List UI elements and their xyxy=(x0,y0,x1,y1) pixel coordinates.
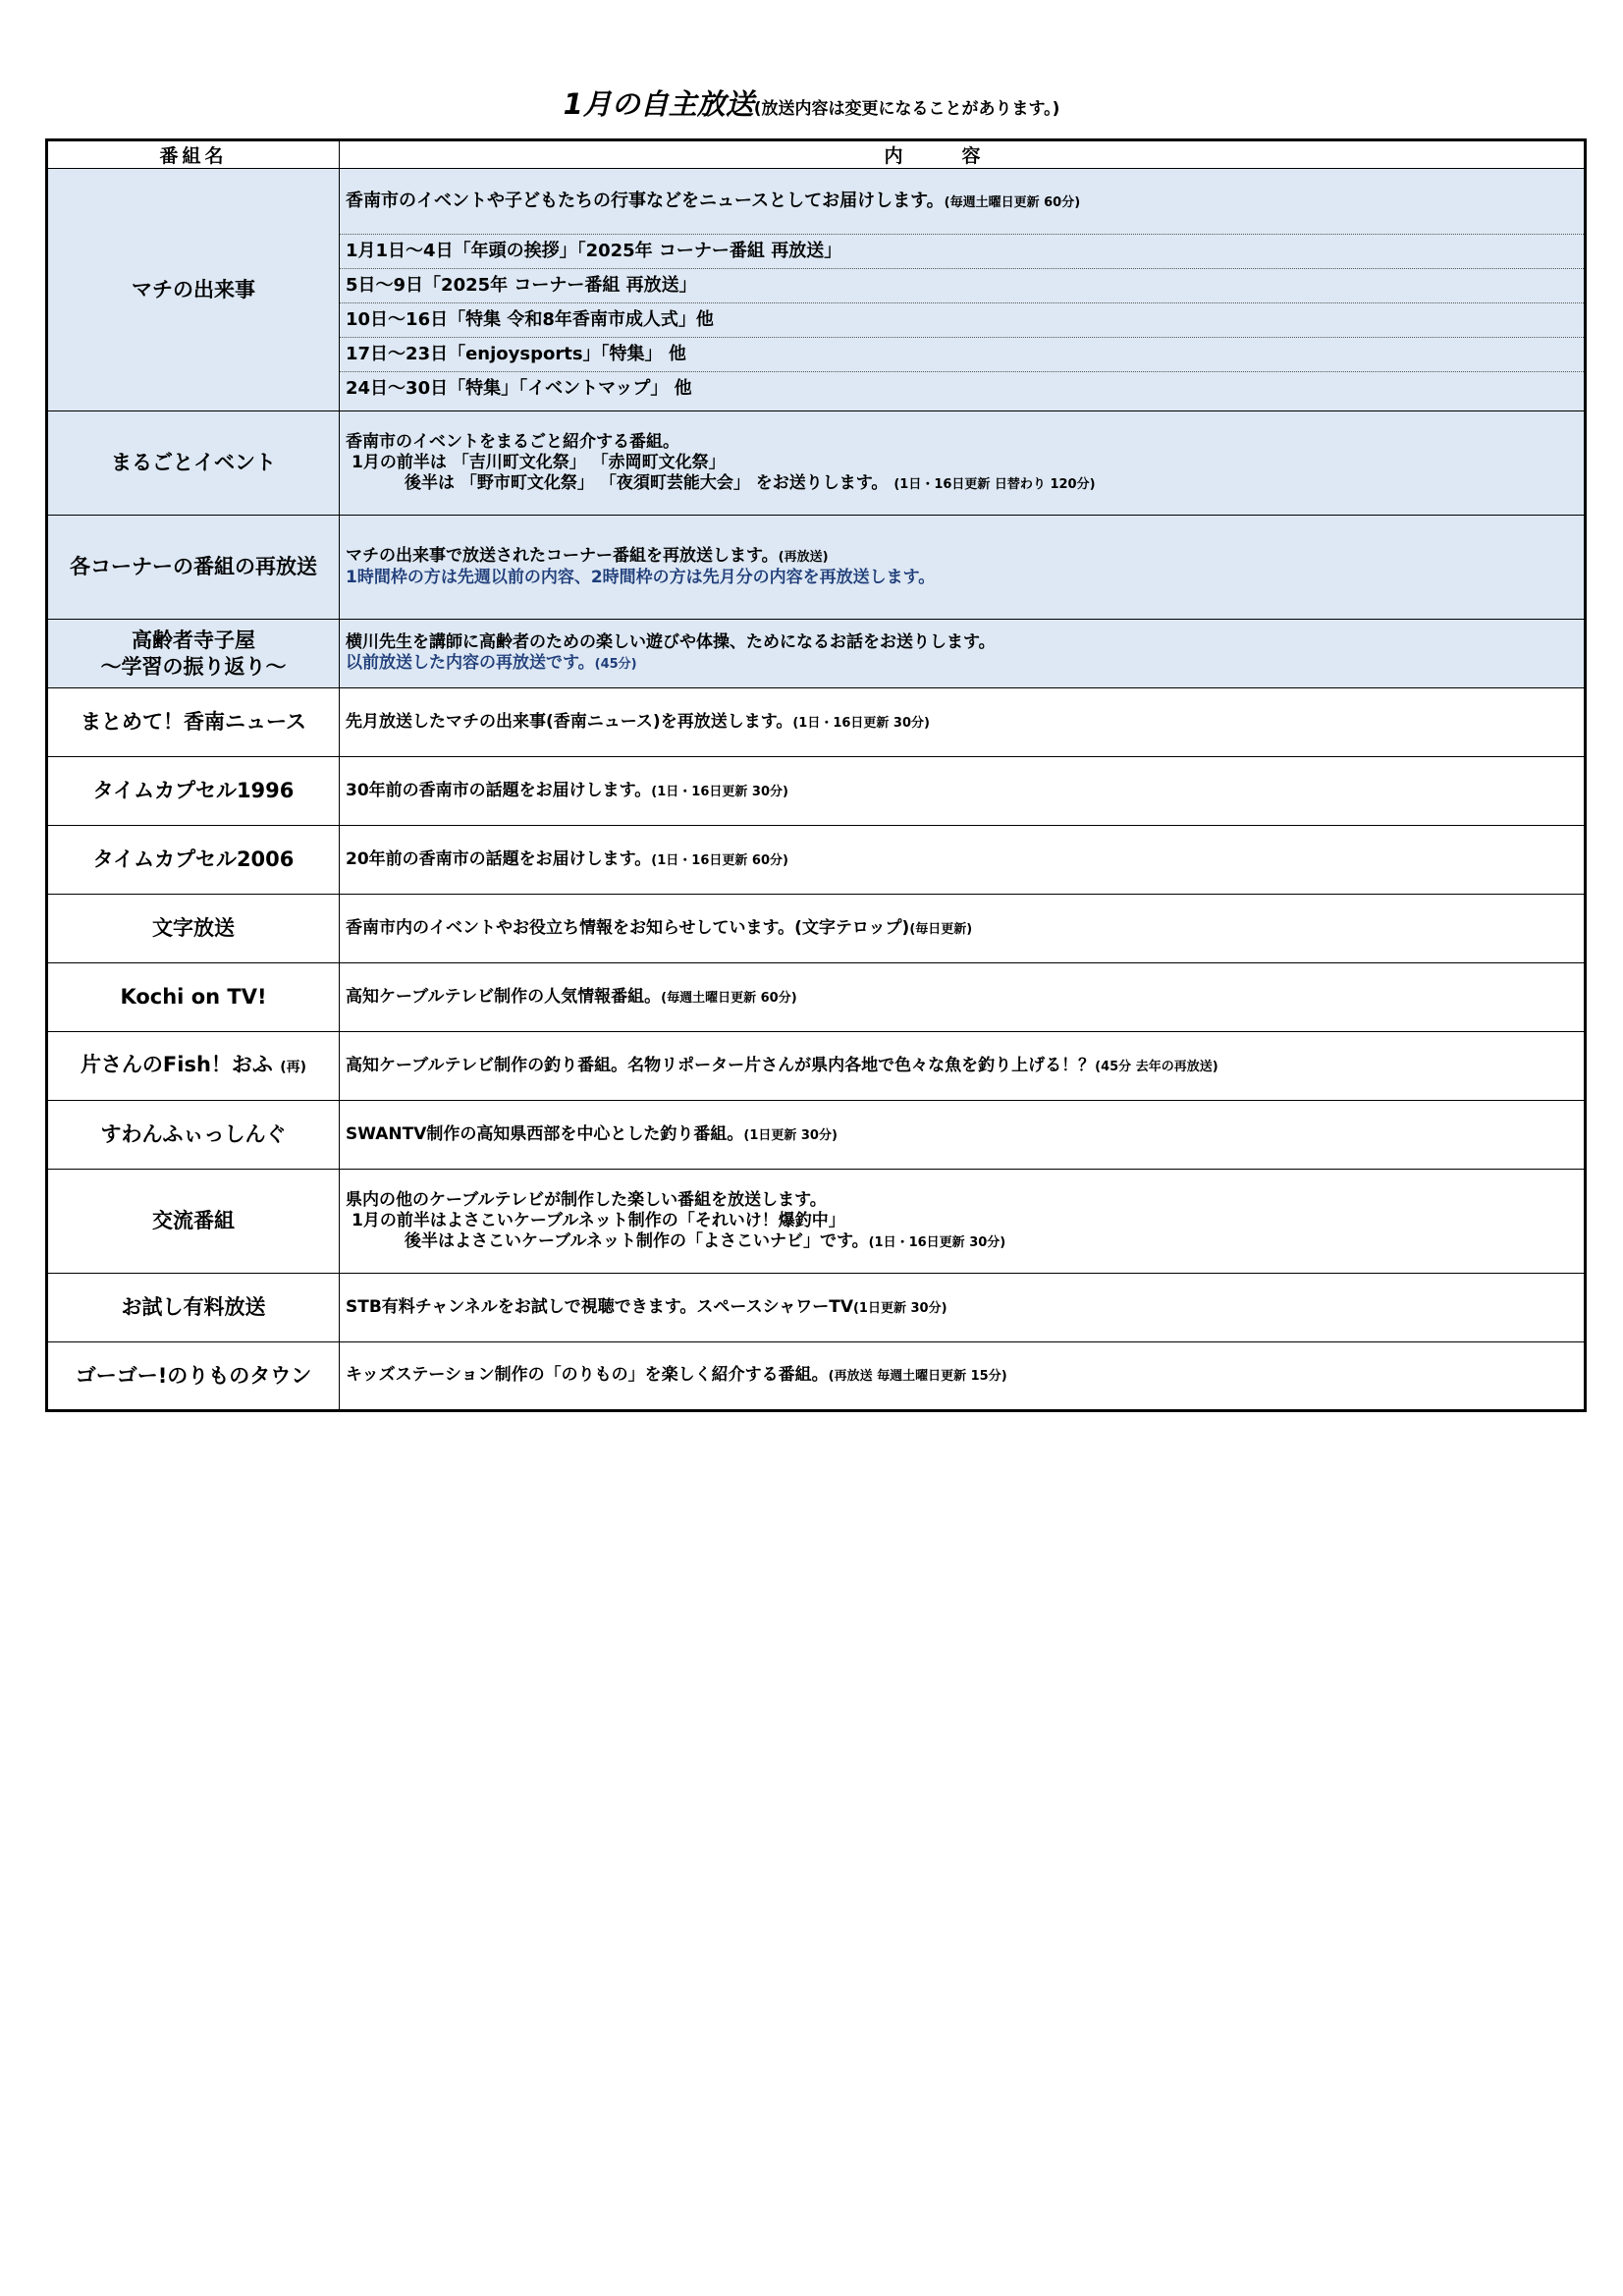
table-row xyxy=(47,963,1586,1032)
table-row xyxy=(47,1101,1586,1170)
program-name: タイムカプセル2006 xyxy=(47,826,340,895)
table-header-row xyxy=(47,140,1586,169)
header-content: 内容 xyxy=(340,140,1586,169)
program-name: ゴーゴー!のりものタウン xyxy=(47,1342,340,1411)
line-sub: (1日更新 30分) xyxy=(852,1300,947,1316)
content-line: 24日～30日「特集」「イベントマップ」 他 xyxy=(346,378,692,399)
line-text: 30年前の香南市の話題をお届けします。 xyxy=(346,780,652,800)
program-name: まるごとイベント xyxy=(47,411,340,516)
program-name: Kochi on TV! xyxy=(47,963,340,1032)
line-text: 後半はよさこいケーブルネット制作の「よさこいナビ」です。 xyxy=(405,1230,869,1251)
table-row xyxy=(47,1170,1586,1274)
program-content xyxy=(340,1342,1586,1411)
table-row xyxy=(47,895,1586,963)
line-text: マチの出来事で放送されたコーナー番組を再放送します。 xyxy=(346,546,779,566)
content-line: 県内の他のケーブルテレビが制作した楽しい番組を放送します。 xyxy=(346,1189,827,1210)
line-text: 先月放送したマチの出来事(香南ニュース)を再放送します。 xyxy=(346,711,793,732)
table-row xyxy=(47,169,1586,411)
line-sub: (45分) xyxy=(594,657,637,672)
table-row xyxy=(47,1274,1586,1342)
program-content xyxy=(340,1170,1586,1274)
program-content xyxy=(340,1032,1586,1101)
program-content xyxy=(340,620,1586,688)
program-name: タイムカプセル1996 xyxy=(47,757,340,826)
content-line: 10日～16日「特集 令和8年香南市成人式」他 xyxy=(340,303,1584,338)
content-line: 1月の前半は 「吉川町文化祭」 「赤岡町文化祭」 xyxy=(352,452,726,472)
line-text: 香南市のイベントや子どもたちの行事などをニュースとしてお届けします。 xyxy=(346,191,945,211)
content-line xyxy=(340,169,1584,235)
line-sub: (1日更新 30分) xyxy=(743,1127,838,1143)
line-sub: (再放送) xyxy=(778,550,829,565)
program-name xyxy=(47,1032,340,1101)
line-text: SWANTV制作の高知県西部を中心とした釣り番組。 xyxy=(346,1123,744,1144)
page-title xyxy=(0,82,1623,123)
content-line xyxy=(346,473,1578,495)
line-sub: (毎日更新) xyxy=(909,921,973,937)
program-content xyxy=(340,757,1586,826)
program-name: お試し有料放送 xyxy=(47,1274,340,1342)
table-row xyxy=(47,1342,1586,1411)
schedule-table xyxy=(45,138,1587,1412)
title-main: 1月の自主放送 xyxy=(563,87,754,121)
program-content xyxy=(340,411,1586,516)
line-sub: (1日・16日更新 日替わり 120分) xyxy=(893,476,1096,492)
program-content xyxy=(340,963,1586,1032)
content-line xyxy=(346,546,1578,568)
table-row xyxy=(47,688,1586,757)
line-text: 20年前の香南市の話題をお届けします。 xyxy=(346,848,652,869)
line-sub: (再放送 毎週土曜日更新 15分) xyxy=(828,1369,1007,1384)
line-text: 高知ケーブルテレビ制作の釣り番組。名物リポーター片さんが県内各地で色々な魚を釣り上げる！？ xyxy=(346,1055,1096,1075)
content-line xyxy=(346,1231,1578,1253)
title-note: (放送内容は変更になることがあります。) xyxy=(753,99,1060,119)
line-sub: (1日・16日更新 60分) xyxy=(651,852,788,868)
header-program-name: 番組名 xyxy=(47,140,340,169)
program-content xyxy=(340,516,1586,620)
program-name-sub: (再) xyxy=(280,1059,307,1075)
line-sub: (1日・16日更新 30分) xyxy=(651,784,788,799)
program-name: すわんふぃっしんぐ xyxy=(47,1101,340,1170)
program-content xyxy=(340,169,1586,411)
content-line xyxy=(346,653,1578,675)
content-line: 1月の前半はよさこいケーブルネット制作の「それいけ！爆釣中」 xyxy=(352,1210,845,1230)
line-text: 後半は 「野市町文化祭」 「夜須町芸能大会」 をお送りします。 xyxy=(405,472,889,493)
content-line: 5日～9日「2025年 コーナー番組 再放送」 xyxy=(340,269,1584,303)
program-name-line: ～学習の振り返り～ xyxy=(100,654,287,679)
table-row xyxy=(47,516,1586,620)
line-text: 高知ケーブルテレビ制作の人気情報番組。 xyxy=(346,986,662,1007)
line-sub: (1日・16日更新 30分) xyxy=(868,1234,1006,1250)
program-content xyxy=(340,826,1586,895)
line-text: キッズステーション制作の「のりもの」を楽しく紹介する番組。 xyxy=(346,1365,829,1385)
program-name-text: 片さんのFish！おふ xyxy=(80,1052,273,1076)
content-line: 1時間枠の方は先週以前の内容、2時間枠の方は先月分の内容を再放送します。 xyxy=(346,568,936,587)
line-text: STB有料チャンネルをお試しで視聴できます。スペースシャワーTV xyxy=(346,1296,853,1317)
table-row xyxy=(47,826,1586,895)
content-line: 17日～23日「enjoysports」「特集」 他 xyxy=(340,338,1584,372)
content-line: 1月1日～4日「年頭の挨拶」「2025年 コーナー番組 再放送」 xyxy=(340,235,1584,269)
program-name: マチの出来事 xyxy=(47,169,340,411)
program-name: 各コーナーの番組の再放送 xyxy=(47,516,340,620)
line-text: 以前放送した内容の再放送です。 xyxy=(346,653,595,673)
line-sub: (1日・16日更新 30分) xyxy=(792,715,930,731)
table-row xyxy=(47,411,1586,516)
program-name-line: 高齢者寺子屋 xyxy=(132,628,255,652)
line-sub: (毎週土曜日更新 60分) xyxy=(661,990,797,1006)
program-content xyxy=(340,1101,1586,1170)
program-name: 交流番組 xyxy=(47,1170,340,1274)
line-sub: (45分 去年の再放送) xyxy=(1095,1059,1218,1074)
table-row xyxy=(47,620,1586,688)
content-line: 香南市のイベントをまるごと紹介する番組。 xyxy=(346,431,679,452)
table-row xyxy=(47,1032,1586,1101)
content-line: 横川先生を講師に高齢者のための楽しい遊びや体操、ためになるお話をお送りします。 xyxy=(346,632,996,652)
program-content xyxy=(340,895,1586,963)
line-text: 香南市内のイベントやお役立ち情報をお知らせしています。(文字テロップ) xyxy=(346,917,910,938)
table-row xyxy=(47,757,1586,826)
line-sub: (毎週土曜日更新 60分) xyxy=(944,195,1081,210)
program-name: まとめて！香南ニュース xyxy=(47,688,340,757)
program-name xyxy=(47,620,340,688)
program-name: 文字放送 xyxy=(47,895,340,963)
program-content xyxy=(340,688,1586,757)
program-content xyxy=(340,1274,1586,1342)
